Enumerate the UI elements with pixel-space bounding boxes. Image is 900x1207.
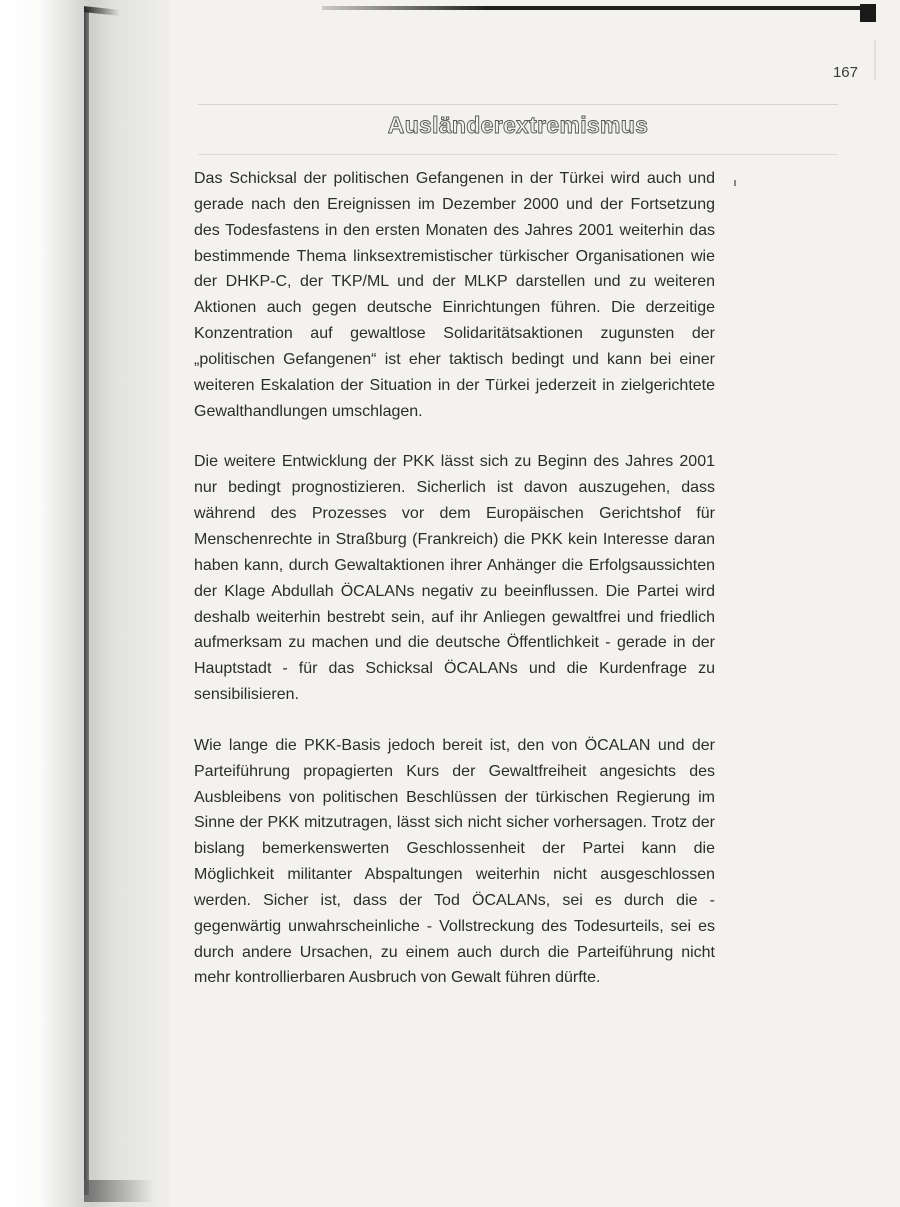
- margin-mark: [734, 180, 736, 186]
- spine-corner-bottom: [84, 1180, 154, 1202]
- page-number: 167: [832, 64, 858, 81]
- section-title: Ausländerextremismus: [387, 112, 649, 138]
- paragraph-turkish-left-extremism: Das Schicksal der politischen Gefangenen in der Türkei wird auch und gerade nach den Ereignissen im Dezember 2000 und der Fortsetzung des Todesfastens in den ersten Monaten des Jahres 2001 weiterhin das bestimmende Thema linksextremistischer türkischer Organisationen wie der DHKP-C, der TKP/ML und der MLKP darstellen und zu weiteren Aktionen auch gegen deutsche Einrichtungen führen. Die derzeitige Konzentration auf gewaltlose Solidaritätsaktionen zugunsten der „politischen Gefangenen“ ist eher taktisch bedingt und kann bei einer weiteren Eskalation der Situation in der Türkei jederzeit in zielgerichtete Gewalthandlungen umschlagen.: [194, 170, 715, 420]
- scan-top-edge: [322, 6, 875, 10]
- body-text: [194, 166, 715, 1016]
- book-spine-edge: [84, 10, 89, 1195]
- paragraph-pkk-outlook: Wie lange die PKK-Basis jedoch bereit ist, den von ÖCALAN und der Parteiführung propagierten Kurs der Gewaltfreiheit angesichts des Ausbleibens von politischen Beschlüssen der türkischen Regierung im Sinne der PKK mitzutragen, lässt sich nicht sicher vorhersagen. Trotz der bislang bemerkenswerten Geschlossenheit der Partei kann die Möglichkeit militanter Abspaltungen weiterhin nicht ausgeschlossen werden. Sicher ist, dass der Tod ÖCALANs, sei es durch die - gegenwärtig unwahrscheinliche - Vollstreckung des Todesurteils, sei es durch andere Ursachen, zu einem auch durch die Parteiführung nicht mehr kontrollierbaren Ausbruch von Gewalt führen dürfte.: [194, 736, 715, 987]
- page-fold-edge: [874, 40, 876, 80]
- header-rule-bottom: [198, 154, 838, 155]
- header-rule-top: [198, 104, 838, 105]
- paragraph-pkk-development: Die weitere Entwicklung der PKK lässt sich zu Beginn des Jahres 2001 nur bedingt prognostizieren. Sicherlich ist davon auszugehen, dass während des Prozesses vor dem Europäischen Gerichtshof für Menschenrechte in Straßburg (Frankreich) die PKK kein Interesse daran haben kann, durch Gewaltaktionen ihrer Anhänger die Erfolgsaussichten der Klage Abdullah ÖCALANs negativ zu beeinflussen. Die Partei wird deshalb weiterhin bestrebt sein, auf ihr Anliegen gewaltfrei und friedlich aufmerksam zu machen und die deutsche Öffentlichkeit - gerade in der Hauptstadt - für das Schicksal ÖCALANs und die Kurdenfrage zu sensibilisieren.: [194, 453, 715, 704]
- scan-top-corner: [860, 4, 876, 22]
